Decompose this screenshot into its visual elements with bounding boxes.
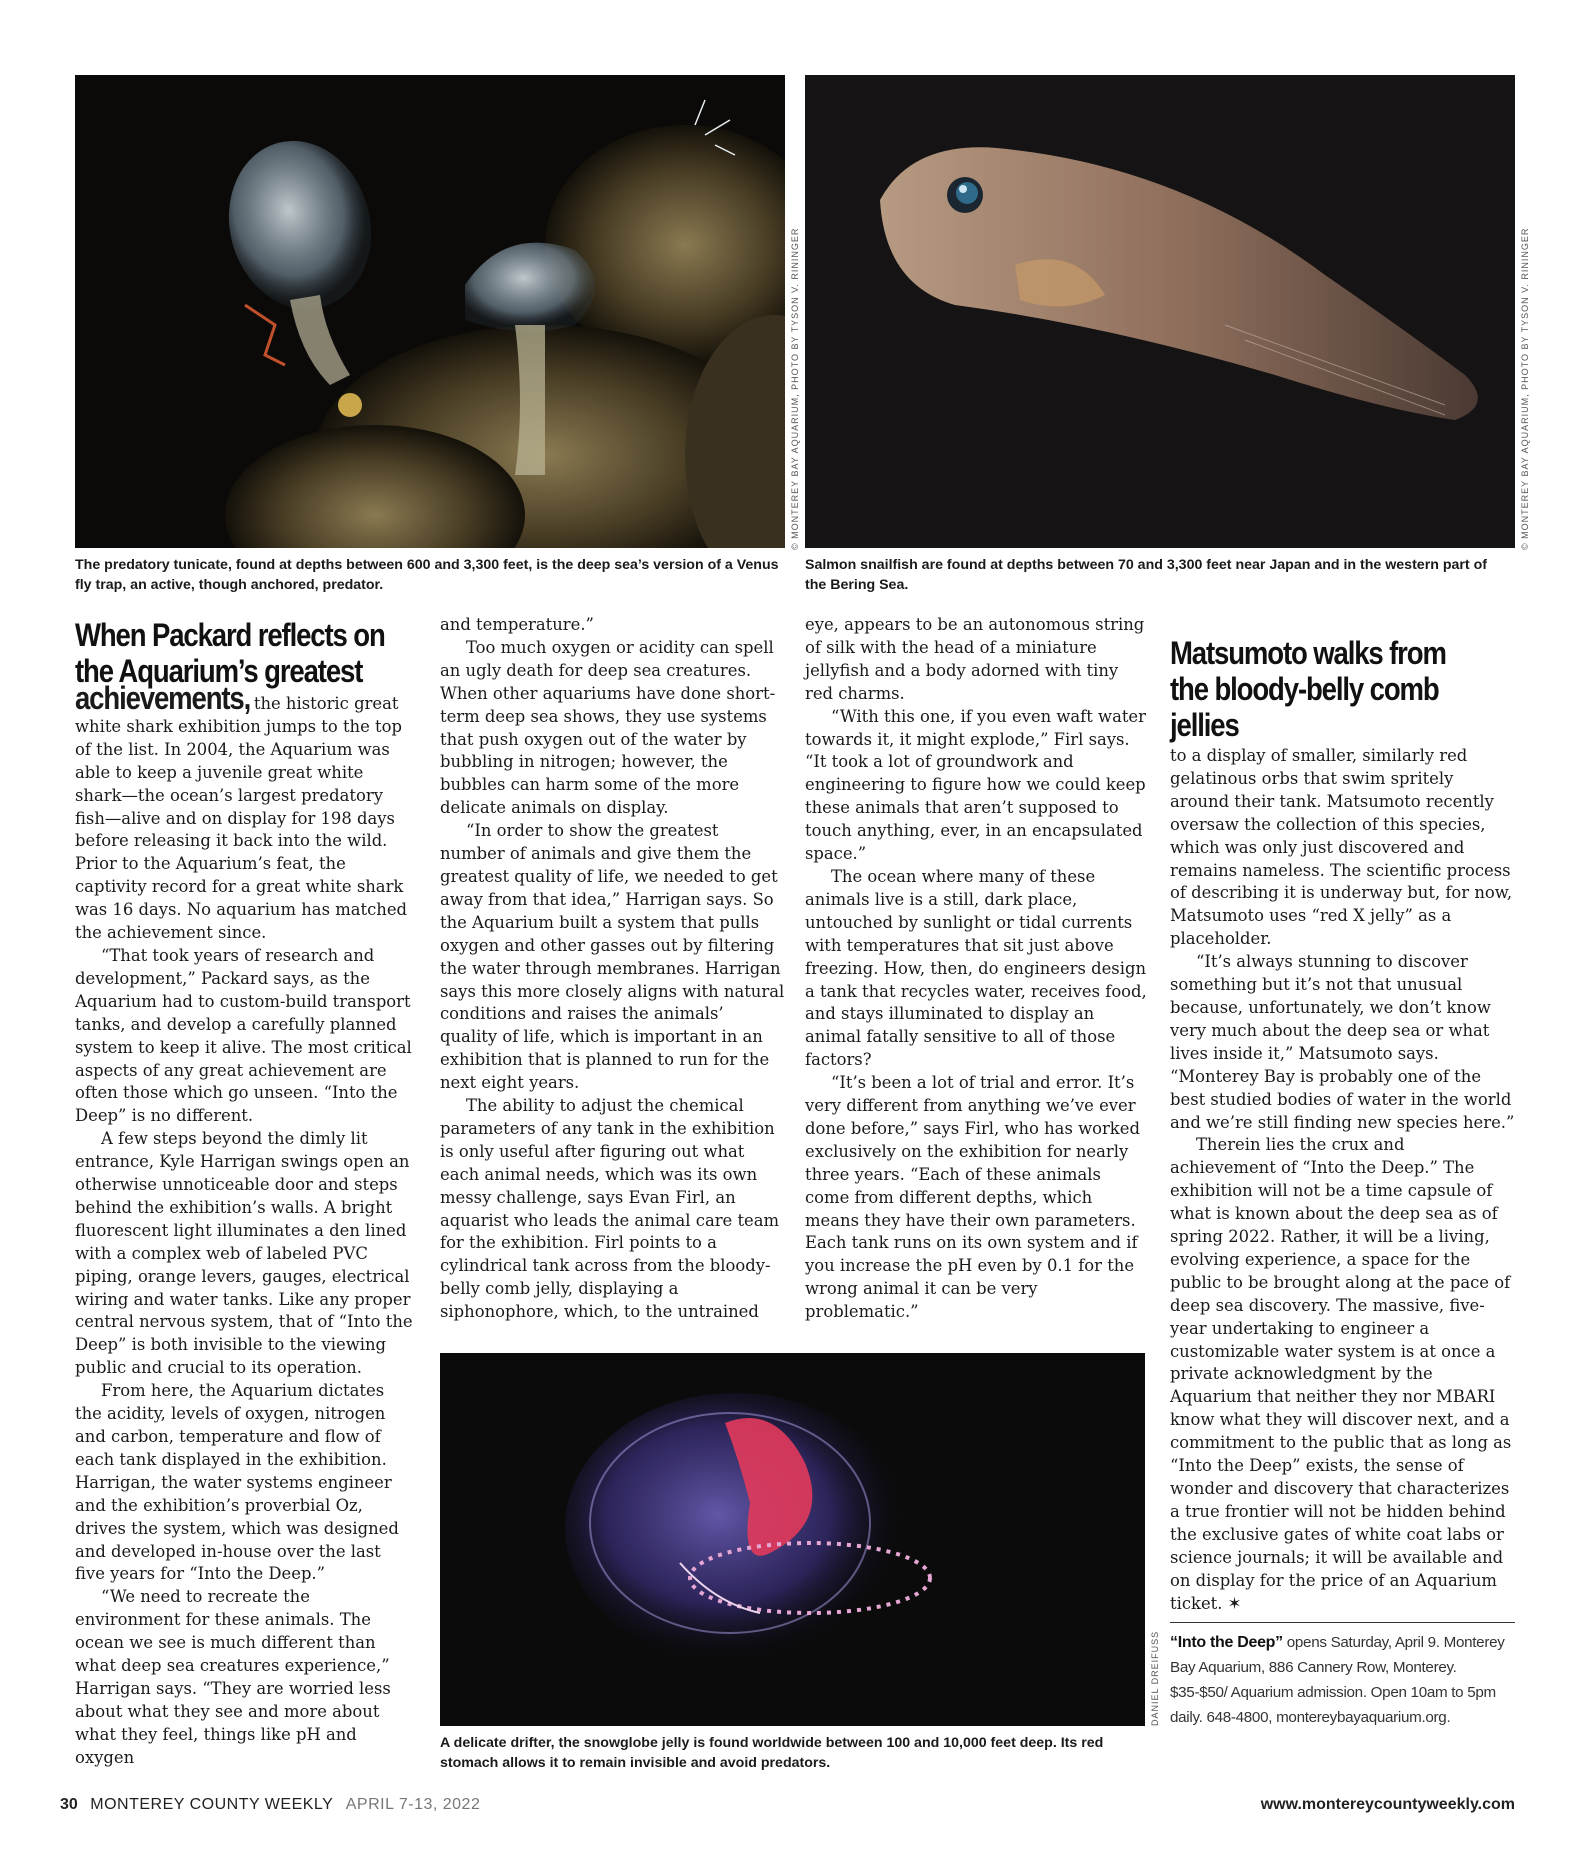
col3-paragraph-3: The ocean where many of these animals live is a still, dark place, untouched by sunlight or tidal currents with temperatures that sit just above freezing. How, then, do engineers design a tank that recycles water, receives food, and stays illuminated to display an animal fatally sensitive to all of those factors?	[805, 866, 1147, 1070]
end-mark-icon: ✶	[1227, 1593, 1242, 1613]
article-column-2	[440, 614, 785, 1324]
info-box-rule	[1170, 1622, 1515, 1623]
col2-paragraph-2: Too much oxygen or acidity can spell an ugly death for deep sea creatures. When other aquariums have done short-term deep sea shows, they use systems that push oxygen out of the water by bubbling in nitrogen; however, the bubbles can harm some of the more delicate animals on display.	[440, 637, 776, 818]
headline-packard: When Packard reflects on the Aquarium’s greatest	[75, 617, 385, 689]
info-box-title: “Into the Deep”	[1170, 1634, 1283, 1651]
jelly-photo-credit: DANIEL DREIFUSS	[1150, 1630, 1160, 1726]
col2-paragraph-3: “In order to show the greatest number of animals and give them the greatest quality of life, we needed to get away from that idea,” Harrigan says. So the Aquarium built a system that pulls oxygen and other gasses out by filtering the water through membranes. Harrigan says this more closely aligns with natural conditions and raises the animals’ quality of life, which is important in an exhibition that is planned to run for the next eight years.	[440, 821, 785, 1093]
tunicate-caption: The predatory tunicate, found at depths between 600 and 3,300 feet, is the deep sea’s version of a Venus fly trap, an active, though anchored, predator.	[75, 557, 779, 593]
info-box	[1170, 1630, 1515, 1730]
col1-paragraph-5: “We need to recreate the environment for these animals. The ocean we see is much different than what deep sea creatures experience,” Harrigan says. “They are worried less about what they see and more about what they feel, things like pH and oxygen	[75, 1587, 391, 1767]
col3-paragraph-2: “With this one, if you even waft water towards it, it might explode,” Firl says. “It took a lot of groundwork and engineering to figure how we could keep these animals that aren’t supposed to touch anything, ever, in an encapsulated space.”	[805, 706, 1146, 864]
col4-paragraph-3: Therein lies the crux and achievement of “Into the Deep.” The exhibition will not be a time capsule of what is known about the deep sea as of spring 2022. Rather, it will be a living, evolving experience, a space for the public to be brought along at the pace of deep sea discovery. The massive, five-year undertaking to engineer a customizable water system is at once a private acknowledgment by the Aquarium that neither they nor MBARI know what they will discover next, and a commitment to the public that as long as “Into the Deep” exists, the sense of wonder and discovery that characterizes a true frontier will not be hidden behind the exclusive gates of white coat labs or science journals; it will be available and on display for the price of an Aquarium ticket.	[1170, 1135, 1512, 1613]
col4-paragraph-1: to a display of smaller, similarly red gelatinous orbs that swim spritely around their tank. Matsumoto recently oversaw the collection of this species, which was only just discovered and remains nameless. The scientific process of describing it is underway but, for now, Matsumoto uses “red X jelly” as a placeholder.	[1170, 746, 1513, 949]
col2-paragraph-1: and temperature.”	[440, 615, 594, 634]
issue-date: APRIL 7-13, 2022	[345, 1796, 481, 1813]
article-column-1	[75, 617, 415, 1770]
article-column-4	[1170, 635, 1515, 1615]
tunicate-photo-credit: © MONTEREY BAY AQUARIUM, PHOTO BY TYSON V. RININGER	[790, 227, 800, 550]
article-column-3	[805, 614, 1150, 1324]
col3-paragraph-4: “It’s been a lot of trial and error. It’s very different from anything we’ve ever done before,” says Firl, who has worked exclusively on the exhibition for nearly three years. “Each of these animals come from different depths, which means they have their own parameters. Each tank runs on its own system and if you increase the pH even by 0.1 for the wrong animal it can be very problematic.”	[805, 1073, 1140, 1322]
lead-in-word: achievements,	[75, 680, 251, 716]
page-footer-left	[60, 1796, 480, 1814]
tunicate-illustration	[75, 75, 785, 548]
publication-name: MONTEREY COUNTY WEEKLY	[90, 1796, 334, 1813]
tunicate-photo	[75, 75, 785, 548]
snowglobe-jelly-photo	[440, 1353, 1145, 1726]
col4-paragraph-2: “It’s always stunning to discover something but it’s not that unusual because, unfortunately, we don’t know very much about the deep sea or what lives inside it,” Matsumoto says. “Monterey Bay is probably one of the best studied bodies of water in the world and we’re still finding new species here.”	[1170, 952, 1515, 1132]
snailfish-photo-credit: © MONTEREY BAY AQUARIUM, PHOTO BY TYSON V. RININGER	[1520, 227, 1530, 550]
website-url: www.montereycountyweekly.com	[1260, 1796, 1515, 1813]
snailfish-photo	[805, 75, 1515, 548]
col1-paragraph-4: From here, the Aquarium dictates the acidity, levels of oxygen, nitrogen and carbon, temperature and flow of each tank displayed in the exhibition. Harrigan, the water systems engineer and the exhibition’s proverbial Oz, drives the system, which was designed and developed in-house over the last five years for “Into the Deep.”	[75, 1381, 399, 1584]
col1-paragraph-2: “That took years of research and development,” Packard says, as the Aquarium had to custom-build transport tanks, and develop a carefully planned system to keep it alive. The most critical aspects of any great achievement are often those which go unseen. “Into the Deep” is no different.	[75, 945, 412, 1126]
snailfish-illustration	[805, 75, 1515, 548]
jelly-illustration	[440, 1353, 1145, 1726]
page-number: 30	[60, 1796, 78, 1813]
col1-paragraph-1: the historic great white shark exhibition jumps to the top of the list. In 2004, the Aquarium was able to keep a juvenile great white shark—the ocean’s largest predatory fish—alive and on display for 198 days before releasing it back into the wild. Prior to the Aquarium’s feat, the captivity record for a great white shark was 16 days. No aquarium has matched the achievement since.	[75, 694, 408, 943]
col3-paragraph-1: eye, appears to be an autonomous string of silk with the head of a miniature jellyfish and a body adorned with tiny red charms.	[805, 615, 1145, 703]
snailfish-caption: Salmon snailfish are found at depths between 70 and 3,300 feet near Japan and in the western part of the Bering Sea.	[805, 557, 1487, 593]
headline-matsumoto: Matsumoto walks from the bloody-belly comb jellies	[1170, 635, 1446, 743]
jelly-caption: A delicate drifter, the snowglobe jelly is found worldwide between 100 and 10,000 feet deep. Its red stomach allows it to remain invisible and avoid predators.	[440, 1735, 1104, 1771]
info-box-text: opens Saturday, April 9. Monterey Bay Aquarium, 886 Cannery Row, Monterey. $35-$50/ Aquarium admission. Open 10am to 5pm daily. 648-4800, montereybayaquarium.org.	[1170, 1634, 1505, 1726]
col1-paragraph-3: A few steps beyond the dimly lit entrance, Kyle Harrigan swings open an otherwise unnoticeable door and steps behind the exhibition’s walls. A bright fluorescent light illuminates a den lined with a complex web of labeled PVC piping, orange levers, gauges, electrical wiring and water tanks. Like any proper central nervous system, that of “Into the Deep” is both invisible to the viewing public and crucial to its operation.	[75, 1129, 413, 1378]
col2-paragraph-4: The ability to adjust the chemical parameters of any tank in the exhibition is only useful after figuring out what each animal needs, which was its own messy challenge, says Evan Firl, an aquarist who leads the animal care team for the exhibition. Firl points to a cylindrical tank across from the bloody-belly comb jelly, displaying a siphonophore, which, to the untrained	[440, 1096, 780, 1322]
